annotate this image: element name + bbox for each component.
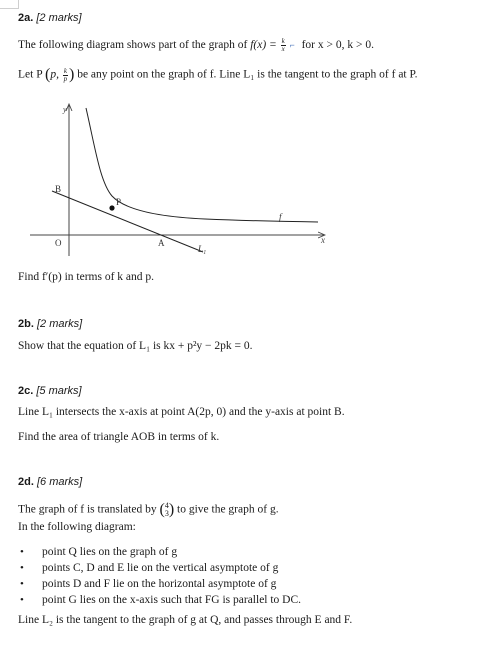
- q2b-marks: [2 marks]: [36, 318, 83, 330]
- x-axis-label: x: [321, 235, 325, 245]
- q2d-header: [18, 476, 82, 488]
- q2d-tangent-line: Line L₂ is the tangent to the graph of g at Q, and passes through E and F.: [18, 614, 353, 626]
- point-p-label: P: [116, 197, 122, 207]
- tangent-line-l1: [52, 191, 203, 252]
- fraction-numerator: k: [63, 66, 67, 75]
- point-a-label: A: [158, 238, 165, 248]
- q2c-label: 2c.: [18, 385, 34, 397]
- fraction-denominator: p: [63, 74, 68, 83]
- q2d-marks: [6 marks]: [36, 476, 83, 488]
- point-p-marker: [109, 205, 114, 210]
- open-paren: (: [45, 66, 51, 83]
- q2a-label: 2a.: [18, 12, 34, 24]
- q2d-translation-text: The graph of f is translated by: [18, 503, 157, 516]
- close-paren: ): [68, 66, 75, 83]
- point-b-label: B: [55, 184, 62, 194]
- list-item: • point G lies on the x-axis such that FG is parallel to DC.: [20, 592, 301, 608]
- q2a-intro-text: The following diagram shows part of the graph of: [18, 39, 248, 52]
- line-l1-label: L₁: [198, 244, 207, 254]
- q2b-question: Show that the equation of L₁ is kx + p²y − 2pk = 0.: [18, 340, 253, 352]
- vector-bottom: 3: [164, 509, 169, 518]
- q2d-bullet-list: [20, 544, 301, 608]
- vector-close-paren: ): [168, 501, 175, 518]
- q2a-let-text: Let P: [18, 68, 43, 81]
- q2a-marks: [2 marks]: [36, 12, 82, 24]
- q2c-marks: [5 marks]: [36, 385, 82, 397]
- fraction-numerator: k: [281, 37, 285, 45]
- q2a-point-line: [18, 66, 418, 84]
- q2a-question: Find f′(p) in terms of k and p.: [18, 271, 155, 283]
- list-item: • point Q lies on the graph of g: [20, 544, 301, 560]
- q2a-header: [18, 12, 82, 24]
- q2b-header: [18, 318, 82, 330]
- q2d-diagram-intro: In the following diagram:: [18, 521, 136, 533]
- q2a-function-def: f(x) =: [250, 39, 277, 52]
- q2c-header: [18, 385, 82, 397]
- page-corner-mark: [0, 0, 19, 9]
- graph-diagram: [0, 92, 501, 267]
- k-over-p-fraction: [63, 68, 68, 83]
- vector-open-paren: (: [159, 501, 165, 518]
- k-over-x-fraction: [281, 38, 286, 53]
- list-item: • points C, D and E lie on the vertical asymptote of g: [20, 560, 301, 576]
- y-axis-label: y: [63, 105, 67, 114]
- curve-f-label: f: [279, 212, 282, 222]
- vector-top: 4: [164, 501, 169, 510]
- q2d-graph-g-text: to give the graph of g.: [177, 503, 279, 516]
- list-item: • points D and F lie on the horizontal asymptote of g: [20, 576, 301, 592]
- fraction-denominator: x: [281, 45, 285, 53]
- edit-icon: ⌐: [289, 40, 295, 51]
- q2a-tangent-text: be any point on the graph of f. Line L₁ is the tangent to the graph of f at P.: [77, 68, 418, 81]
- origin-label: O: [55, 238, 62, 248]
- q2c-question: Find the area of triangle AOB in terms of k.: [18, 431, 220, 443]
- q2c-line1: Line L₁ intersects the x-axis at point A(2p, 0) and the y-axis at point B.: [18, 406, 345, 418]
- q2b-label: 2b.: [18, 318, 34, 330]
- q2a-domain-text: for x > 0, k > 0.: [301, 39, 374, 52]
- q2a-intro-line: [18, 38, 374, 53]
- q2d-translation-line: [18, 501, 279, 519]
- point-p-coord: p,: [50, 68, 59, 81]
- q2d-label: 2d.: [18, 476, 34, 488]
